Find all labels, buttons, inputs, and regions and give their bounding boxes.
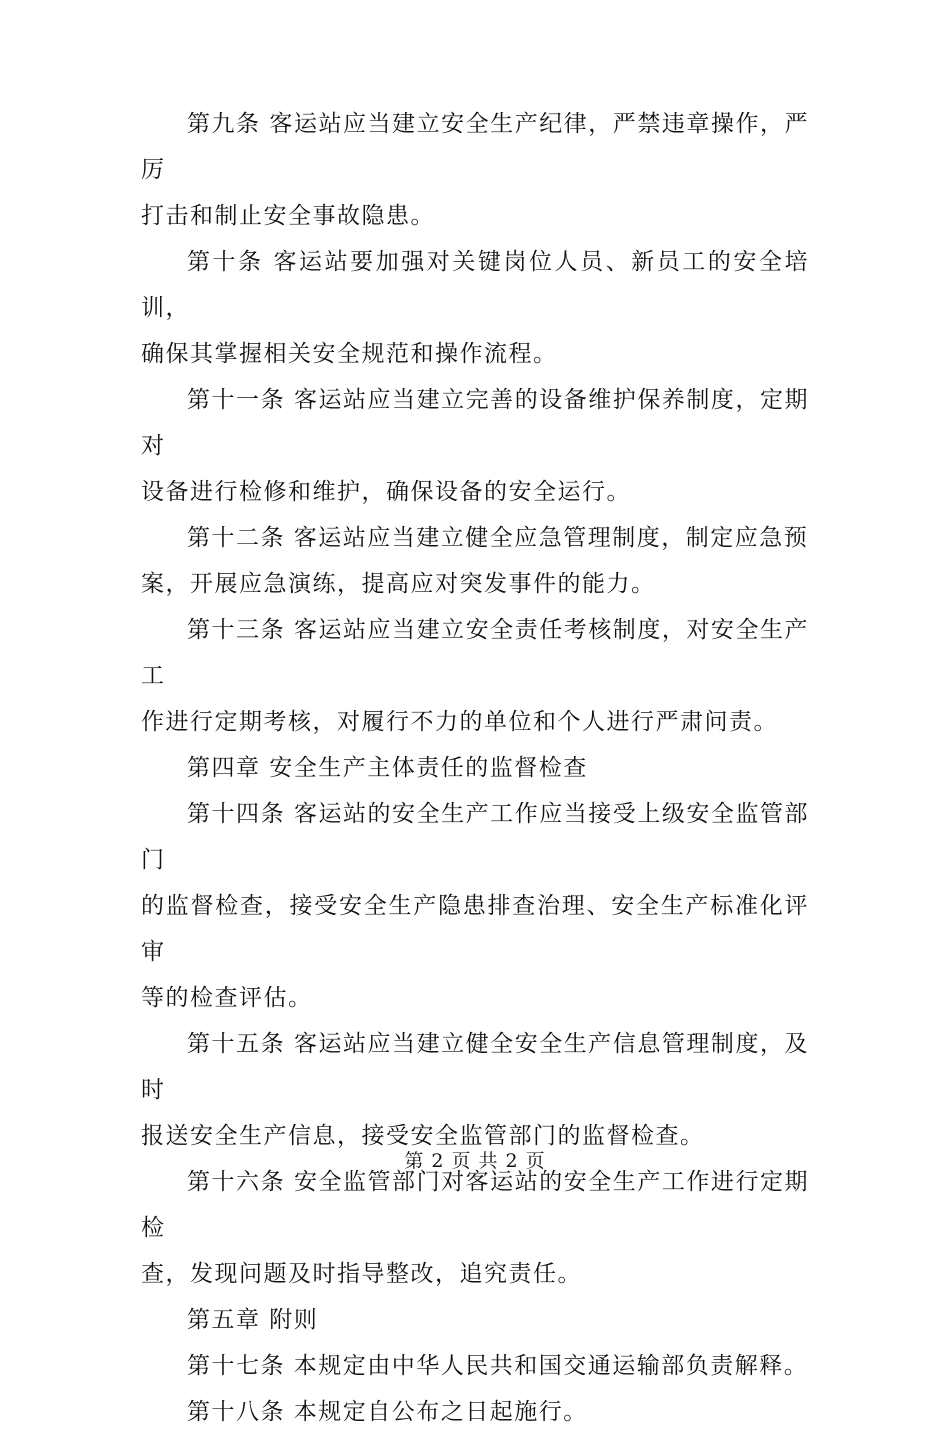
paragraph-line: 第十八条 本规定自公布之日起施行。 (187, 1399, 588, 1425)
paragraph-line: 作进行定期考核，对履行不力的单位和个人进行严肃问责。 (141, 709, 778, 735)
article-paragraph (141, 791, 809, 1021)
paragraph-line: 确保其掌握相关安全规范和操作流程。 (141, 341, 558, 367)
article-paragraph (141, 607, 809, 745)
article-paragraph (141, 1159, 809, 1297)
paragraph-line: 的监督检查，接受安全生产隐患排查治理、安全生产标准化评审 (141, 893, 809, 965)
paragraph-line: 第十三条 客运站应当建立安全责任考核制度，对安全生产工 (141, 617, 809, 689)
article-paragraph (141, 1389, 809, 1435)
chapter-heading (141, 745, 809, 791)
paragraph-line: 第十二条 客运站应当建立健全应急管理制度，制定应急预 (187, 525, 809, 551)
article-paragraph (141, 377, 809, 515)
paragraph-line: 第五章 附则 (187, 1307, 319, 1333)
paragraph-line: 第十一条 客运站应当建立完善的设备维护保养制度，定期对 (141, 387, 809, 459)
paragraph-line: 第十五条 客运站应当建立健全安全生产信息管理制度，及时 (141, 1031, 809, 1103)
paragraph-line: 设备进行检修和维护，确保设备的安全运行。 (141, 479, 631, 505)
article-paragraph (141, 515, 809, 607)
document-body (141, 101, 809, 1435)
article-paragraph (141, 1021, 809, 1159)
paragraph-line: 报送安全生产信息，接受安全监管部门的监督检查。 (141, 1123, 705, 1149)
paragraph-line: 第十四条 客运站的安全生产工作应当接受上级安全监管部门 (141, 801, 809, 873)
paragraph-line: 第十七条 本规定由中华人民共和国交通运输部负责解释。 (187, 1353, 809, 1379)
paragraph-line: 打击和制止安全事故隐患。 (141, 203, 435, 229)
paragraph-line: 第四章 安全生产主体责任的监督检查 (187, 755, 588, 781)
paragraph-line: 第十条 客运站要加强对关键岗位人员、新员工的安全培训， (141, 249, 809, 321)
article-paragraph (141, 1343, 809, 1389)
paragraph-line: 等的检查评估。 (141, 985, 313, 1011)
paragraph-line: 第十六条 安全监管部门对客运站的安全生产工作进行定期检 (141, 1169, 809, 1241)
paragraph-line: 查，发现问题及时指导整改，追究责任。 (141, 1261, 582, 1287)
chapter-heading (141, 1297, 809, 1343)
page-footer: 第 2 页 共 2 页 (404, 1150, 546, 1172)
article-paragraph (141, 101, 809, 239)
paragraph-line: 案，开展应急演练，提高应对突发事件的能力。 (141, 571, 656, 597)
article-paragraph (141, 239, 809, 377)
paragraph-line: 第九条 客运站应当建立安全生产纪律，严禁违章操作，严厉 (141, 111, 809, 183)
